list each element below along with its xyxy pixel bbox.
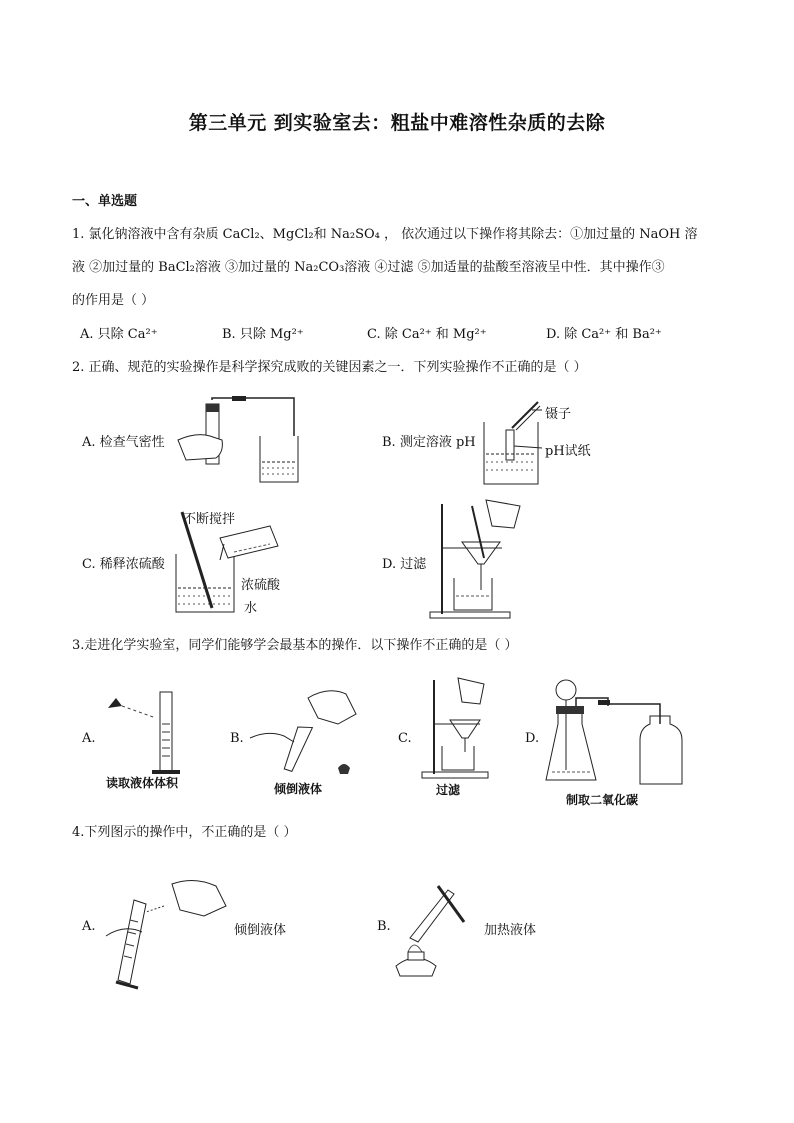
- conc-acid-label: 浓硫酸: [241, 578, 281, 593]
- ph-paper-label: pH试纸: [545, 444, 591, 459]
- filtration-figure-2: [420, 676, 500, 782]
- q2-option-b[interactable]: B. 测定溶液 pH: [382, 435, 476, 450]
- q3-caption-b: 倾倒液体: [274, 782, 323, 796]
- q1-option-d[interactable]: D. 除 Ca²⁺ 和 Ba²⁺: [546, 327, 662, 342]
- section-heading: 一、单选题: [72, 194, 138, 209]
- q3-caption-a: 读取液体体积: [106, 776, 179, 790]
- q1-stem-line2: 液 ②加过量的 BaCl₂溶液 ③加过量的 Na₂CO₃溶液 ④过滤 ⑤加适量的盐酸至溶液呈中性．其中操作③: [72, 260, 665, 275]
- q4-stem: 4.下列图示的操作中，不正确的是（ ）: [72, 825, 297, 840]
- tweezer-label: 镊子: [545, 407, 572, 422]
- page-title: 第三单元 到实验室去：粗盐中难溶性杂质的去除: [188, 112, 606, 134]
- q3-option-c[interactable]: C.: [398, 731, 412, 746]
- airtightness-check-figure: [176, 396, 301, 488]
- q2-stem: 2. 正确、规范的实验操作是科学探究成败的关键因素之一．下列实验操作不正确的是（ ）: [72, 360, 587, 375]
- q3-stem: 3.走进化学实验室，同学们能够学会最基本的操作．以下操作不正确的是（ ）: [72, 638, 518, 653]
- q2-option-a[interactable]: A. 检查气密性: [82, 435, 165, 450]
- q1-stem-line3: 的作用是（ ）: [72, 293, 155, 308]
- q1-option-c[interactable]: C. 除 Ca²⁺ 和 Mg²⁺: [367, 327, 487, 342]
- water-label: 水: [244, 601, 258, 616]
- read-volume-figure: [100, 684, 210, 776]
- ph-test-figure: [482, 398, 552, 490]
- q1-option-b[interactable]: B. 只除 Mg²⁺: [222, 327, 304, 342]
- q2-option-c[interactable]: C. 稀释浓硫酸: [82, 557, 165, 572]
- q3-caption-d: 制取二氧化碳: [566, 793, 639, 807]
- q4-option-a[interactable]: A.: [82, 919, 96, 934]
- q1-stem-line1: 1. 氯化钠溶液中含有杂质 CaCl₂、MgCl₂和 Na₂SO₄ ， 依次通过以下操作将其除去：①加过量的 NaOH 溶: [72, 227, 698, 242]
- q1-option-a[interactable]: A. 只除 Ca²⁺: [80, 327, 158, 342]
- filtration-figure: [430, 498, 530, 622]
- stir-label: 不断搅拌: [183, 512, 236, 527]
- pour-into-cylinder-figure: [104, 876, 244, 996]
- q2-option-d[interactable]: D. 过滤: [382, 557, 427, 572]
- q4-caption-b: 加热液体: [484, 923, 537, 938]
- heat-liquid-figure: [390, 880, 490, 980]
- pour-liquid-figure: [248, 676, 360, 778]
- q3-option-b[interactable]: B.: [230, 731, 244, 746]
- q3-caption-c: 过滤: [436, 783, 461, 797]
- co2-production-figure: [542, 676, 692, 786]
- q4-caption-a: 倾倒液体: [234, 923, 287, 938]
- q3-option-d[interactable]: D.: [525, 731, 540, 746]
- q4-option-b[interactable]: B.: [377, 919, 391, 934]
- q3-option-a[interactable]: A.: [82, 731, 96, 746]
